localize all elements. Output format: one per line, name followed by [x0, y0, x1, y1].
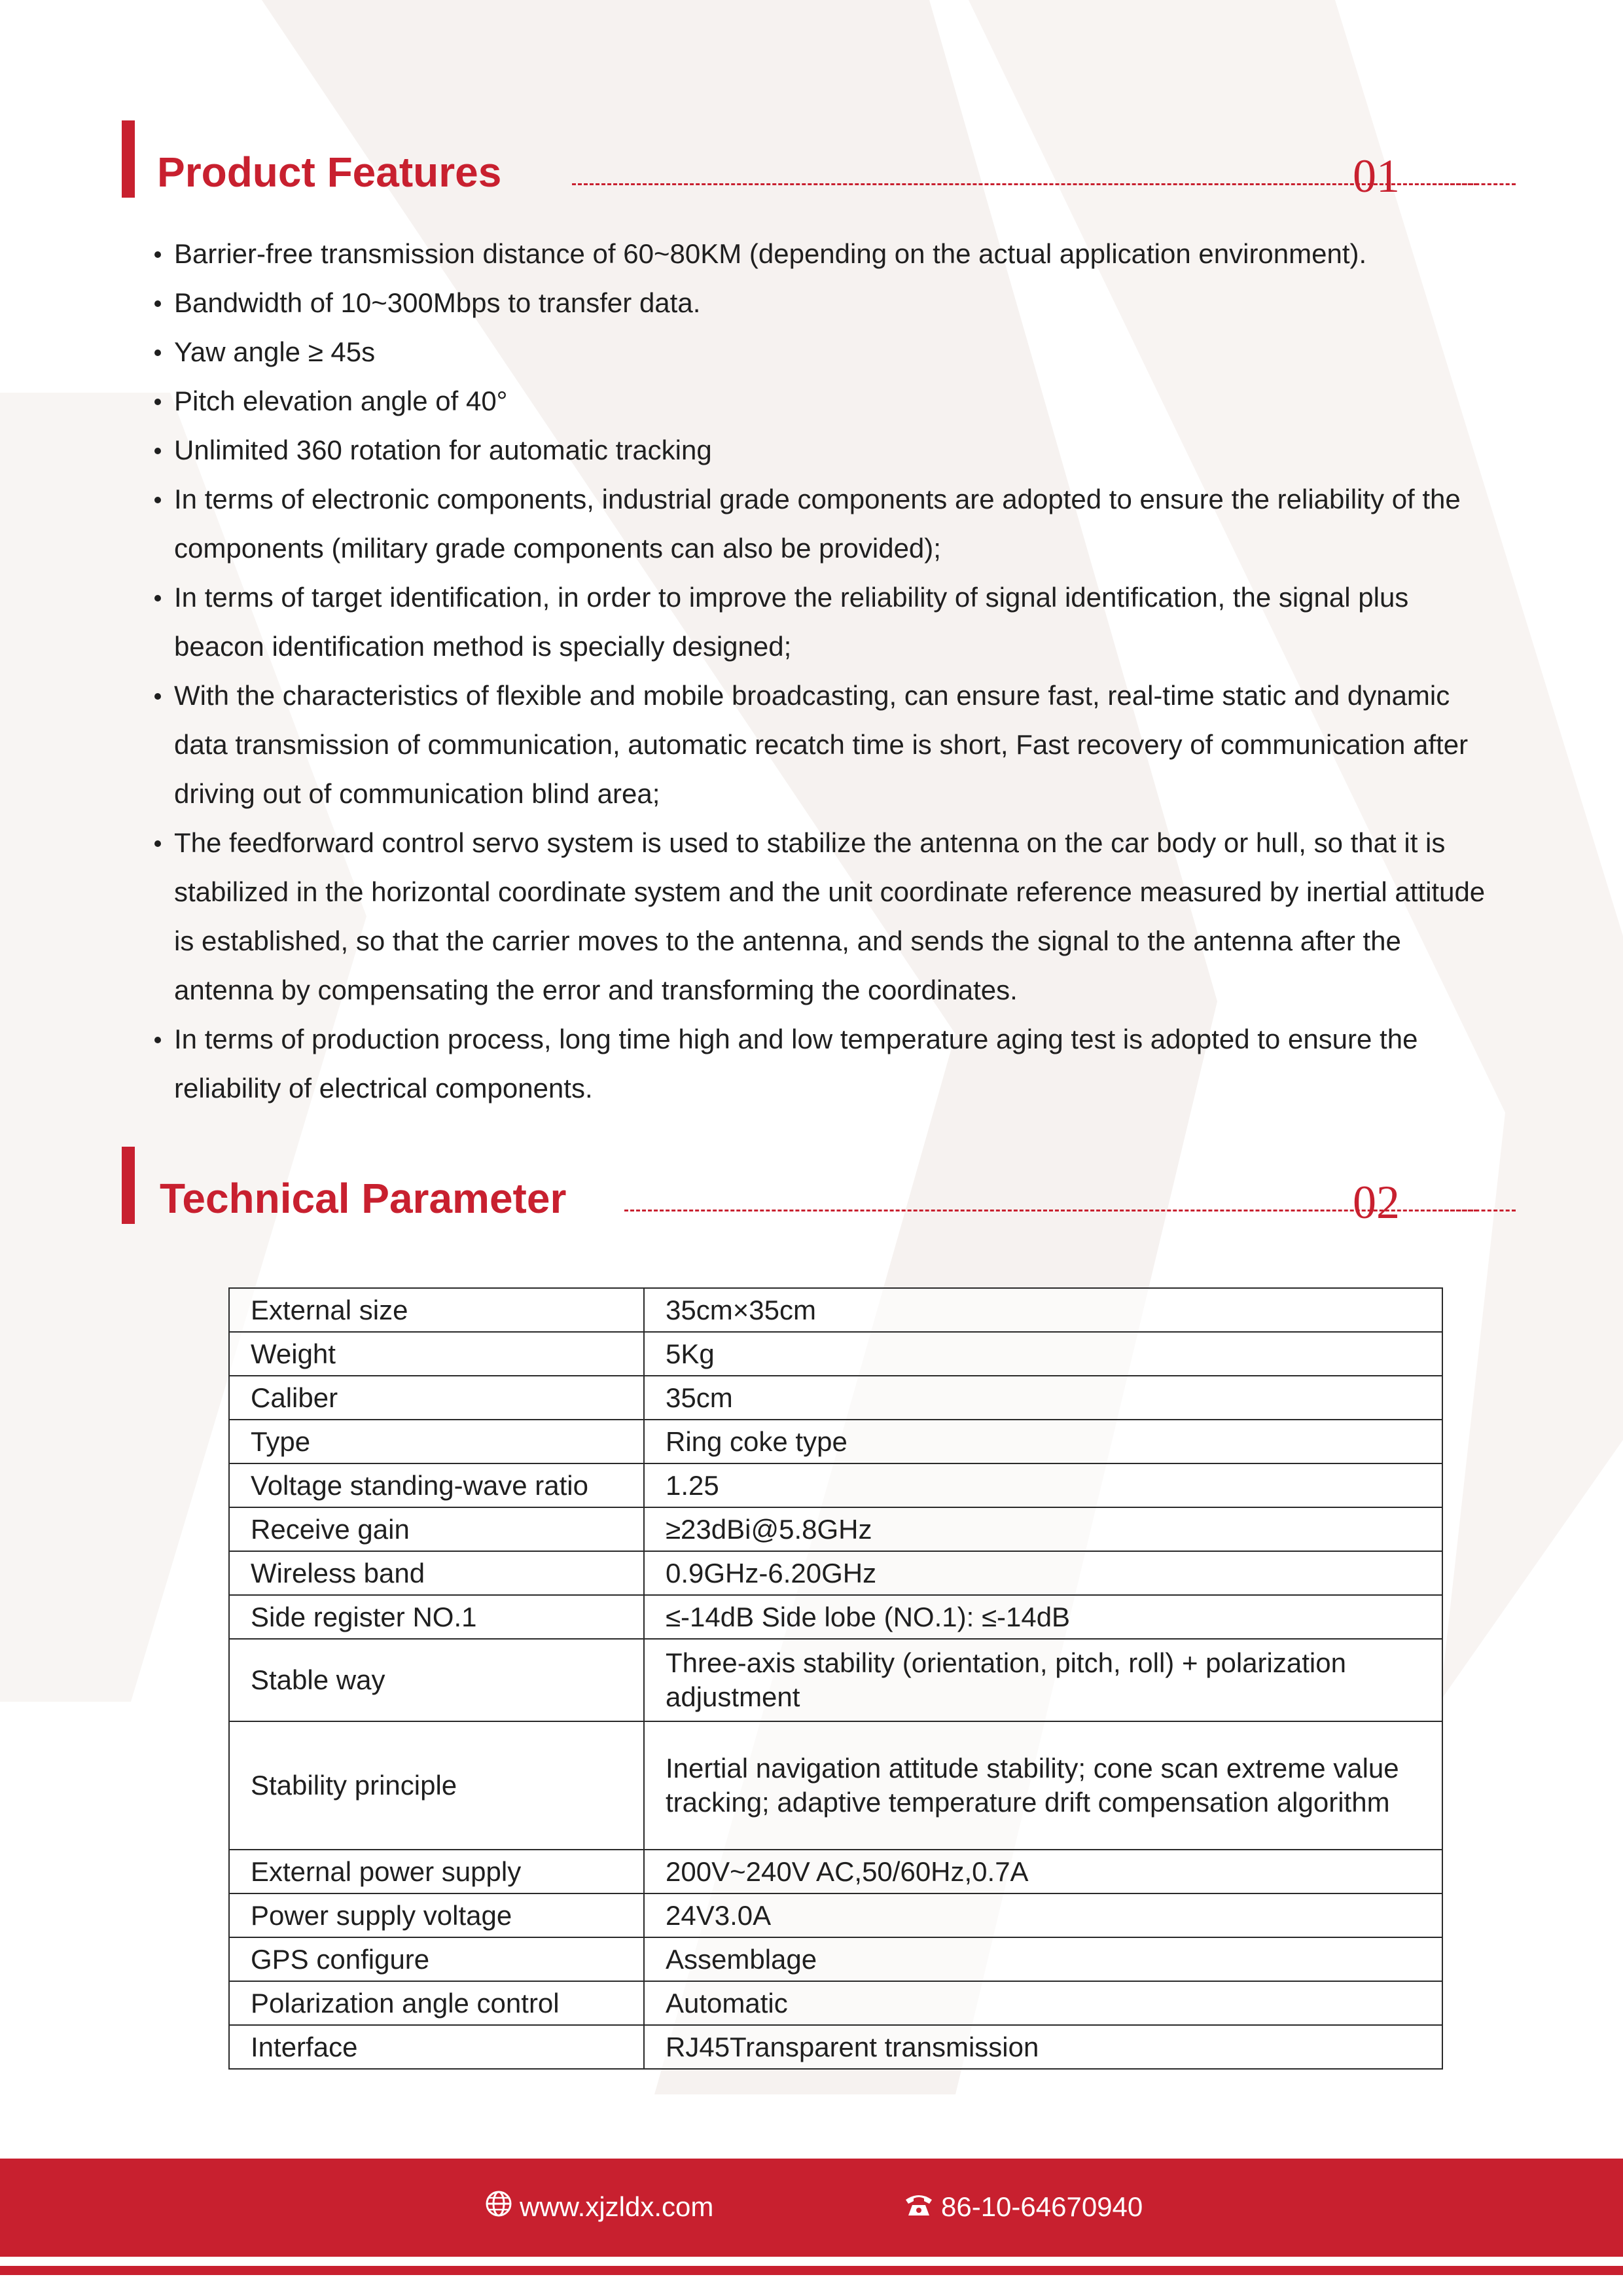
list-item: Yaw angle ≥ 45s	[153, 327, 1501, 376]
footer	[0, 2159, 1623, 2296]
param-name: Receive gain	[229, 1507, 644, 1551]
param-name: Side register NO.1	[229, 1595, 644, 1639]
param-value: 35cm	[644, 1376, 1442, 1420]
table-row	[229, 1551, 1442, 1595]
telephone-icon	[903, 2189, 941, 2225]
list-item: Bandwidth of 10~300Mbps to transfer data.	[153, 278, 1501, 327]
param-name: GPS configure	[229, 1937, 644, 1981]
section-accent-bar	[122, 120, 135, 198]
table-row	[229, 1332, 1442, 1376]
table-row	[229, 1507, 1442, 1551]
param-value: 35cm×35cm	[644, 1288, 1442, 1332]
phone-text: 86-10-64670940	[941, 2191, 1143, 2222]
table-row	[229, 1288, 1442, 1332]
param-name: Power supply voltage	[229, 1893, 644, 1937]
param-name: Wireless band	[229, 1551, 644, 1595]
table-row	[229, 1463, 1442, 1507]
footer-stripe	[0, 2266, 1623, 2275]
param-name: Voltage standing-wave ratio	[229, 1463, 644, 1507]
param-value: Inertial navigation attitude stability; cone scan extreme value tracking; adaptive temperature drift compensation algorithm	[644, 1721, 1442, 1850]
dashed-rule	[1427, 183, 1516, 185]
param-name: Interface	[229, 2025, 644, 2069]
list-item: Unlimited 360 rotation for automatic tracking	[153, 425, 1501, 475]
section-number: 01	[1353, 150, 1400, 202]
param-value: Automatic	[644, 1981, 1442, 2025]
section-title: Product Features	[157, 149, 502, 196]
list-item: With the characteristics of flexible and mobile broadcasting, can ensure fast, real-time static and dynamic data transmission of communication, automatic recatch time is short, Fast recovery of communication after driving out of communication blind area;	[153, 671, 1501, 818]
features-list	[153, 229, 1501, 1113]
table-row	[229, 1595, 1442, 1639]
section-header-technical-parameter	[122, 1147, 1516, 1232]
param-value: 0.9GHz-6.20GHz	[644, 1551, 1442, 1595]
phone-link[interactable]	[903, 2187, 1143, 2227]
section-title: Technical Parameter	[160, 1175, 567, 1222]
table-row	[229, 1893, 1442, 1937]
param-name: Caliber	[229, 1376, 644, 1420]
param-value: Ring coke type	[644, 1420, 1442, 1463]
table-row	[229, 1981, 1442, 2025]
param-name: Stability principle	[229, 1721, 644, 1850]
table-row	[229, 1376, 1442, 1420]
footer-band	[0, 2159, 1623, 2257]
param-value: Assemblage	[644, 1937, 1442, 1981]
list-item: In terms of production process, long time high and low temperature aging test is adopted to ensure the reliability of electrical components.	[153, 1014, 1501, 1113]
param-name: Polarization angle control	[229, 1981, 644, 2025]
table-row	[229, 1850, 1442, 1893]
param-value: 24V3.0A	[644, 1893, 1442, 1937]
table-row	[229, 1937, 1442, 1981]
website-text: www.xjzldx.com	[520, 2191, 714, 2222]
globe-icon	[484, 2189, 520, 2225]
table-row	[229, 2025, 1442, 2069]
table-row	[229, 1721, 1442, 1850]
table-row	[229, 1420, 1442, 1463]
dashed-rule	[572, 183, 1478, 185]
param-value: 5Kg	[644, 1332, 1442, 1376]
section-header-product-features	[122, 120, 1516, 206]
param-value: Three-axis stability (orientation, pitch, roll) + polarization adjustment	[644, 1639, 1442, 1721]
param-value: RJ45Transparent transmission	[644, 2025, 1442, 2069]
param-value: ≤-14dB Side lobe (NO.1): ≤-14dB	[644, 1595, 1442, 1639]
list-item: In terms of target identification, in order to improve the reliability of signal identification, the signal plus beacon identification method is specially designed;	[153, 573, 1501, 671]
website-link[interactable]	[484, 2187, 713, 2227]
param-value: ≥23dBi@5.8GHz	[644, 1507, 1442, 1551]
dashed-rule	[1427, 1210, 1516, 1211]
list-item: Pitch elevation angle of 40°	[153, 376, 1501, 425]
table-row	[229, 1639, 1442, 1721]
param-name: Weight	[229, 1332, 644, 1376]
param-name: Type	[229, 1420, 644, 1463]
param-value: 1.25	[644, 1463, 1442, 1507]
param-value: 200V~240V AC,50/60Hz,0.7A	[644, 1850, 1442, 1893]
list-item: In terms of electronic components, industrial grade components are adopted to ensure the reliability of the components (military grade components can also be provided);	[153, 475, 1501, 573]
list-item: Barrier-free transmission distance of 60~80KM (depending on the actual application environment).	[153, 229, 1501, 278]
list-item: The feedforward control servo system is used to stabilize the antenna on the car body or hull, so that it is stabilized in the horizontal coordinate system and the unit coordinate reference measured by inertial attitude is established, so that the carrier moves to the antenna, and sends the signal to the antenna after the antenna by compensating the error and transforming the coordinates.	[153, 818, 1501, 1014]
parameters-table	[228, 1287, 1443, 2070]
section-number: 02	[1353, 1176, 1400, 1229]
section-accent-bar	[122, 1147, 135, 1224]
param-name: Stable way	[229, 1639, 644, 1721]
param-name: External size	[229, 1288, 644, 1332]
param-name: External power supply	[229, 1850, 644, 1893]
